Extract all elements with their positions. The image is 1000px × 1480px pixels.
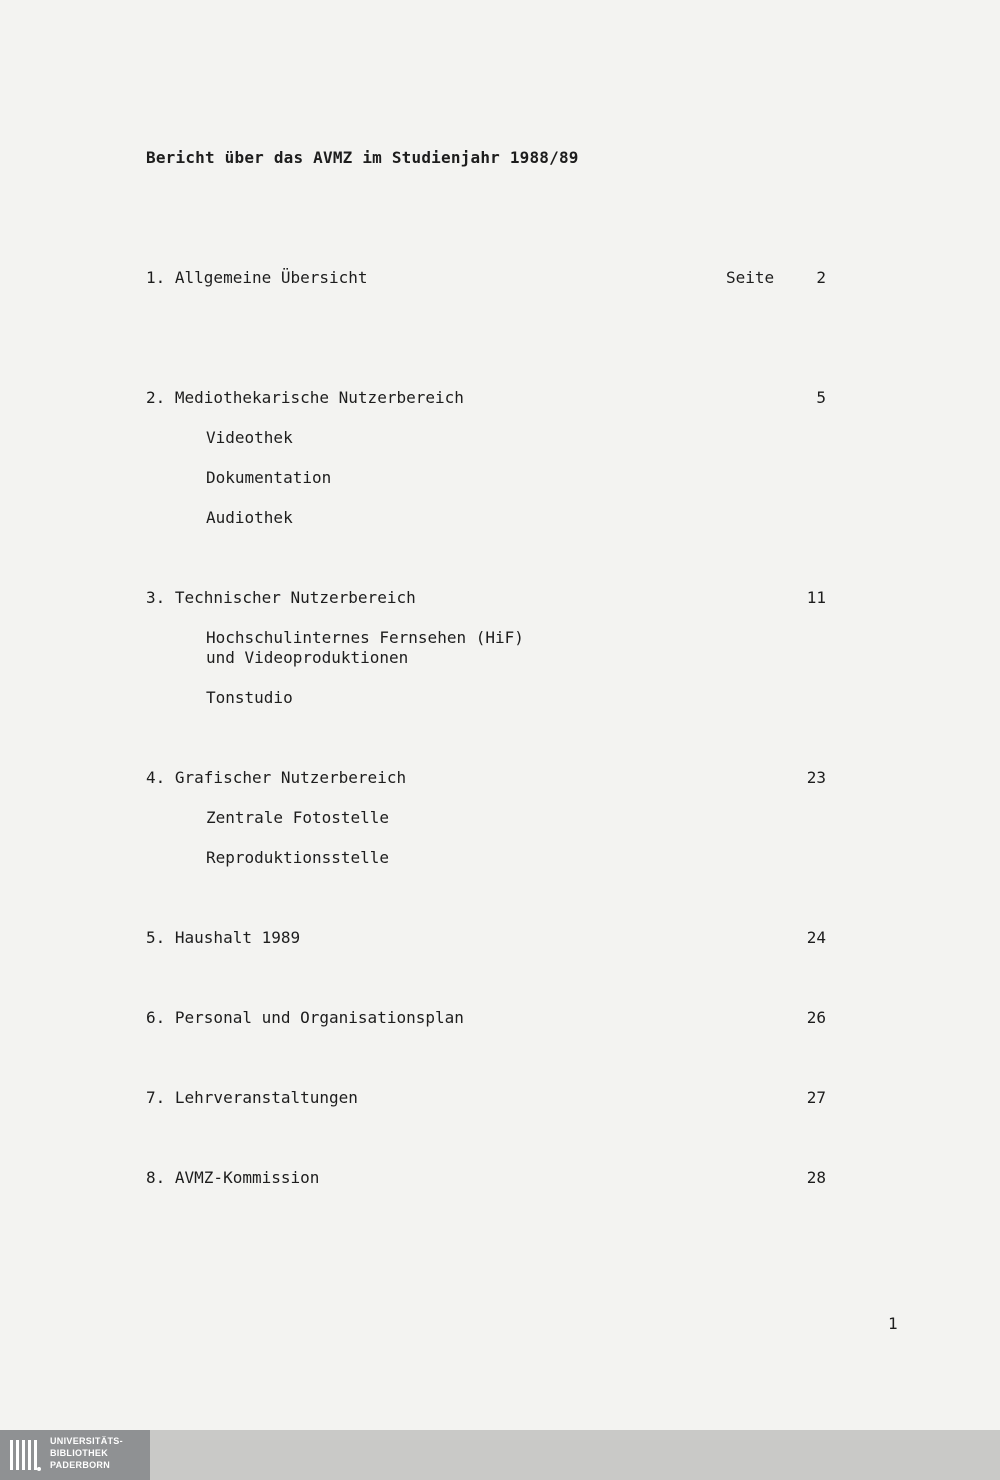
- toc-subitem: Tonstudio: [206, 688, 293, 707]
- toc-subitem: Reproduktionsstelle: [206, 848, 390, 867]
- toc-entry-label: 2. Mediothekarische Nutzerbereich: [146, 388, 464, 407]
- logo-line: PADERBORN: [50, 1460, 111, 1470]
- toc-entry-label: 5. Haushalt 1989: [146, 928, 301, 947]
- toc-entry-label: 8. AVMZ-Kommission: [146, 1168, 320, 1187]
- logo-line: BIBLIOTHEK: [50, 1448, 108, 1458]
- toc-entry-page: 24: [806, 928, 826, 947]
- library-logo-icon: [8, 1436, 44, 1474]
- toc-entry-page: 26: [806, 1008, 826, 1027]
- toc-entry-page: 27: [806, 1088, 826, 1107]
- toc-entry-label: 1. Allgemeine Übersicht: [146, 268, 368, 287]
- toc-subitem: und Videoproduktionen: [206, 648, 409, 667]
- toc-subitem: Videothek: [206, 428, 293, 447]
- toc-entry-page: 2: [816, 268, 826, 287]
- toc-entry-page: 28: [806, 1168, 826, 1187]
- toc-entry-page: 5: [816, 388, 826, 407]
- toc-subitem: Zentrale Fotostelle: [206, 808, 390, 827]
- toc-entry-label: 4. Grafischer Nutzerbereich: [146, 768, 407, 787]
- seite-label: Seite: [726, 268, 775, 287]
- footer-bar: [0, 1430, 1000, 1480]
- page-number: 1: [888, 1314, 898, 1333]
- toc-subitem: Dokumentation: [206, 468, 332, 487]
- toc-entry-label: 7. Lehrveranstaltungen: [146, 1088, 358, 1107]
- toc-entry-label: 6. Personal und Organisationsplan: [146, 1008, 464, 1027]
- library-logo-text: [50, 1435, 123, 1471]
- toc-subitem: Audiothek: [206, 508, 293, 527]
- toc-entry-label: 3. Technischer Nutzerbereich: [146, 588, 416, 607]
- toc-entry-page: 23: [806, 768, 826, 787]
- toc-entry-page: 11: [806, 588, 826, 607]
- library-logo: [0, 1430, 150, 1480]
- document-title: Bericht über das AVMZ im Studienjahr 1988/89: [146, 148, 579, 167]
- logo-line: UNIVERSITÄTS-: [50, 1436, 123, 1446]
- toc-subitem: Hochschulinternes Fernsehen (HiF): [206, 628, 524, 647]
